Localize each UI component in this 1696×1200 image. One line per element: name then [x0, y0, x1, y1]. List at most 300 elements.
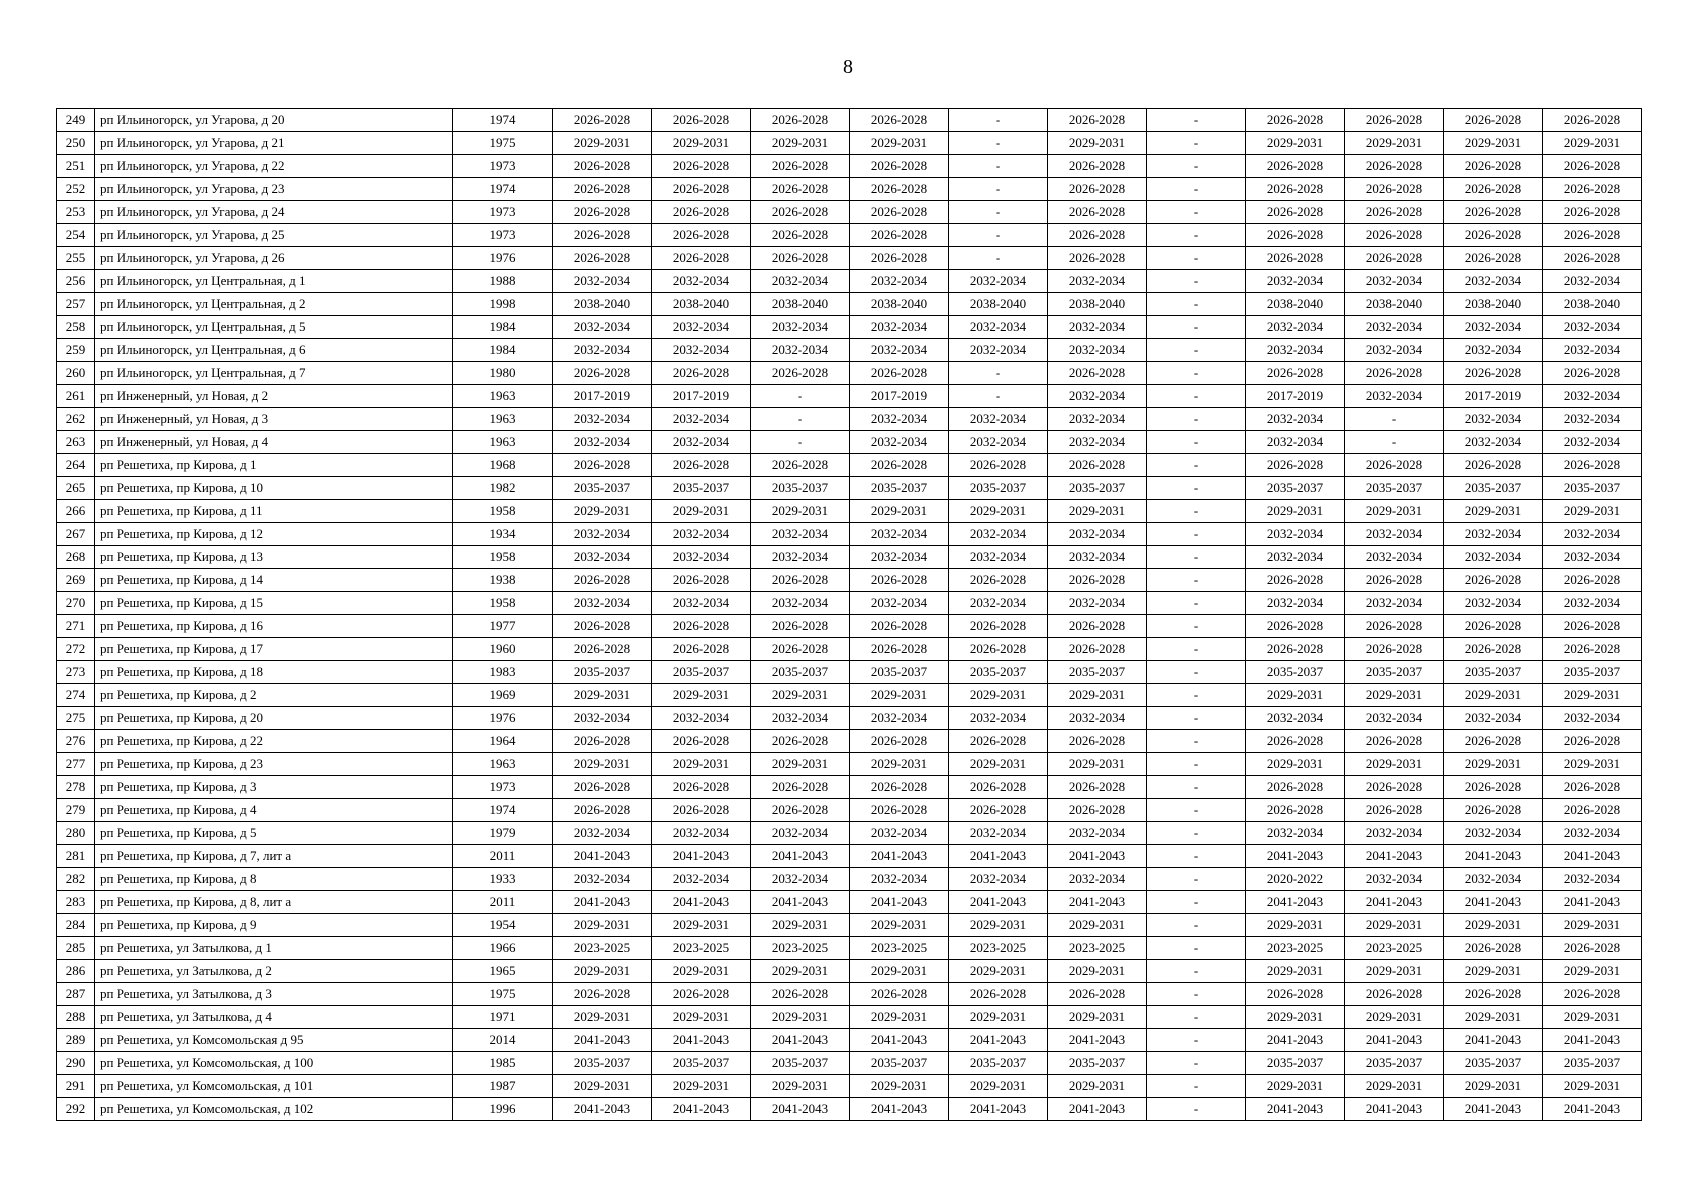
period-cell: 2029-2031: [553, 132, 652, 155]
year-built-cell: 1966: [453, 937, 553, 960]
period-cell: 2026-2028: [850, 178, 949, 201]
period-cell: 2026-2028: [850, 730, 949, 753]
period-cell: 2032-2034: [553, 339, 652, 362]
period-cell: 2041-2043: [751, 1029, 850, 1052]
period-cell: 2032-2034: [1345, 270, 1444, 293]
table-row: [57, 1075, 1642, 1098]
address-cell: рп Ильиногорск, ул Центральная, д 6: [95, 339, 453, 362]
period-cell: 2041-2043: [652, 891, 751, 914]
period-cell: 2035-2037: [949, 661, 1048, 684]
row-number-cell: 251: [57, 155, 95, 178]
period-cell: -: [1147, 293, 1246, 316]
period-cell: 2026-2028: [1543, 569, 1642, 592]
period-cell: 2026-2028: [553, 454, 652, 477]
period-cell: 2029-2031: [1048, 132, 1147, 155]
period-cell: 2035-2037: [1345, 1052, 1444, 1075]
row-number-cell: 255: [57, 247, 95, 270]
period-cell: 2032-2034: [1345, 523, 1444, 546]
period-cell: -: [1147, 1052, 1246, 1075]
period-cell: 2026-2028: [751, 109, 850, 132]
period-cell: 2041-2043: [1444, 891, 1543, 914]
period-cell: -: [1147, 661, 1246, 684]
period-cell: 2029-2031: [553, 500, 652, 523]
address-cell: рп Инженерный, ул Новая, д 2: [95, 385, 453, 408]
period-cell: 2029-2031: [553, 753, 652, 776]
year-built-cell: 1975: [453, 983, 553, 1006]
period-cell: 2029-2031: [751, 914, 850, 937]
period-cell: 2032-2034: [949, 316, 1048, 339]
period-cell: 2023-2025: [652, 937, 751, 960]
period-cell: -: [1147, 569, 1246, 592]
address-cell: рп Ильиногорск, ул Угарова, д 21: [95, 132, 453, 155]
period-cell: 2035-2037: [751, 1052, 850, 1075]
address-cell: рп Решетиха, пр Кирова, д 8: [95, 868, 453, 891]
period-cell: -: [1147, 1029, 1246, 1052]
period-cell: 2032-2034: [1246, 592, 1345, 615]
period-cell: 2032-2034: [553, 592, 652, 615]
period-cell: -: [949, 247, 1048, 270]
period-cell: 2032-2034: [949, 523, 1048, 546]
period-cell: 2041-2043: [1444, 845, 1543, 868]
period-cell: 2026-2028: [1048, 799, 1147, 822]
period-cell: 2026-2028: [751, 569, 850, 592]
period-cell: 2026-2028: [1246, 247, 1345, 270]
period-cell: 2032-2034: [1444, 868, 1543, 891]
address-cell: рп Решетиха, пр Кирова, д 16: [95, 615, 453, 638]
period-cell: 2032-2034: [1543, 431, 1642, 454]
period-cell: 2032-2034: [751, 316, 850, 339]
row-number-cell: 278: [57, 776, 95, 799]
period-cell: 2032-2034: [850, 546, 949, 569]
period-cell: 2026-2028: [1543, 983, 1642, 1006]
period-cell: 2017-2019: [1246, 385, 1345, 408]
period-cell: 2032-2034: [850, 408, 949, 431]
period-cell: 2032-2034: [1246, 546, 1345, 569]
period-cell: 2026-2028: [949, 983, 1048, 1006]
year-built-cell: 1963: [453, 385, 553, 408]
period-cell: 2035-2037: [850, 1052, 949, 1075]
period-cell: 2029-2031: [949, 1075, 1048, 1098]
period-cell: 2035-2037: [652, 477, 751, 500]
period-cell: 2032-2034: [949, 546, 1048, 569]
period-cell: -: [1147, 362, 1246, 385]
period-cell: 2032-2034: [1048, 546, 1147, 569]
year-built-cell: 1973: [453, 776, 553, 799]
period-cell: 2026-2028: [553, 730, 652, 753]
table-row: [57, 316, 1642, 339]
year-built-cell: 1933: [453, 868, 553, 891]
period-cell: 2032-2034: [1048, 868, 1147, 891]
period-cell: 2035-2037: [652, 661, 751, 684]
period-cell: 2026-2028: [652, 155, 751, 178]
period-cell: 2032-2034: [1048, 316, 1147, 339]
row-number-cell: 292: [57, 1098, 95, 1121]
period-cell: 2032-2034: [751, 523, 850, 546]
period-cell: 2032-2034: [1543, 822, 1642, 845]
address-cell: рп Решетиха, пр Кирова, д 8, лит а: [95, 891, 453, 914]
period-cell: 2026-2028: [1444, 776, 1543, 799]
period-cell: 2029-2031: [1444, 960, 1543, 983]
period-cell: 2026-2028: [1543, 224, 1642, 247]
table-row: [57, 891, 1642, 914]
year-built-cell: 1963: [453, 753, 553, 776]
year-built-cell: 1985: [453, 1052, 553, 1075]
period-cell: 2029-2031: [751, 132, 850, 155]
period-cell: 2023-2025: [751, 937, 850, 960]
period-cell: -: [1147, 201, 1246, 224]
period-cell: 2026-2028: [1048, 569, 1147, 592]
period-cell: 2026-2028: [1543, 247, 1642, 270]
row-number-cell: 285: [57, 937, 95, 960]
period-cell: 2026-2028: [1246, 155, 1345, 178]
period-cell: 2026-2028: [1246, 983, 1345, 1006]
period-cell: 2026-2028: [553, 201, 652, 224]
period-cell: 2026-2028: [1048, 155, 1147, 178]
period-cell: 2032-2034: [1444, 523, 1543, 546]
period-cell: 2026-2028: [652, 247, 751, 270]
period-cell: 2029-2031: [1246, 960, 1345, 983]
period-cell: 2041-2043: [1048, 1029, 1147, 1052]
period-cell: 2026-2028: [1444, 569, 1543, 592]
year-built-cell: 1968: [453, 454, 553, 477]
table-row: [57, 546, 1642, 569]
table-row: [57, 293, 1642, 316]
period-cell: 2041-2043: [1246, 891, 1345, 914]
period-cell: 2032-2034: [1543, 316, 1642, 339]
period-cell: 2041-2043: [1048, 891, 1147, 914]
period-cell: 2029-2031: [652, 684, 751, 707]
period-cell: 2026-2028: [1048, 983, 1147, 1006]
period-cell: -: [1147, 983, 1246, 1006]
period-cell: 2026-2028: [652, 569, 751, 592]
table-row: [57, 822, 1642, 845]
table-row: [57, 1098, 1642, 1121]
period-cell: 2032-2034: [553, 431, 652, 454]
row-number-cell: 253: [57, 201, 95, 224]
row-number-cell: 263: [57, 431, 95, 454]
row-number-cell: 288: [57, 1006, 95, 1029]
period-cell: 2023-2025: [1246, 937, 1345, 960]
address-cell: рп Ильиногорск, ул Центральная, д 1: [95, 270, 453, 293]
year-built-cell: 1973: [453, 155, 553, 178]
period-cell: 2032-2034: [652, 270, 751, 293]
period-cell: 2026-2028: [1345, 362, 1444, 385]
period-cell: 2026-2028: [850, 983, 949, 1006]
row-number-cell: 259: [57, 339, 95, 362]
year-built-cell: 1938: [453, 569, 553, 592]
period-cell: 2032-2034: [652, 592, 751, 615]
row-number-cell: 287: [57, 983, 95, 1006]
period-cell: 2026-2028: [553, 983, 652, 1006]
period-cell: 2032-2034: [1345, 822, 1444, 845]
period-cell: 2026-2028: [1246, 224, 1345, 247]
period-cell: 2026-2028: [1048, 615, 1147, 638]
address-cell: рп Решетиха, ул Затылкова, д 4: [95, 1006, 453, 1029]
period-cell: 2032-2034: [1345, 707, 1444, 730]
period-cell: 2032-2034: [1345, 868, 1444, 891]
table-row: [57, 592, 1642, 615]
period-cell: 2038-2040: [1246, 293, 1345, 316]
period-cell: -: [1147, 523, 1246, 546]
period-cell: 2032-2034: [1048, 339, 1147, 362]
period-cell: 2041-2043: [850, 845, 949, 868]
address-cell: рп Решетиха, пр Кирова, д 1: [95, 454, 453, 477]
period-cell: 2035-2037: [1048, 1052, 1147, 1075]
row-number-cell: 267: [57, 523, 95, 546]
period-cell: 2035-2037: [553, 661, 652, 684]
period-cell: 2032-2034: [553, 868, 652, 891]
period-cell: -: [1147, 891, 1246, 914]
row-number-cell: 268: [57, 546, 95, 569]
period-cell: -: [1147, 339, 1246, 362]
address-cell: рп Решетиха, пр Кирова, д 10: [95, 477, 453, 500]
row-number-cell: 280: [57, 822, 95, 845]
period-cell: 2032-2034: [553, 408, 652, 431]
period-cell: 2041-2043: [1543, 1029, 1642, 1052]
period-cell: 2026-2028: [1246, 178, 1345, 201]
period-cell: 2035-2037: [850, 477, 949, 500]
period-cell: 2029-2031: [1345, 132, 1444, 155]
period-cell: 2035-2037: [1345, 477, 1444, 500]
period-cell: 2026-2028: [1444, 201, 1543, 224]
period-cell: 2032-2034: [949, 339, 1048, 362]
period-cell: 2026-2028: [949, 799, 1048, 822]
period-cell: 2026-2028: [1444, 730, 1543, 753]
address-cell: рп Ильиногорск, ул Центральная, д 5: [95, 316, 453, 339]
period-cell: -: [949, 385, 1048, 408]
address-cell: рп Решетиха, пр Кирова, д 14: [95, 569, 453, 592]
period-cell: 2041-2043: [949, 891, 1048, 914]
row-number-cell: 291: [57, 1075, 95, 1098]
period-cell: 2026-2028: [751, 454, 850, 477]
period-cell: 2026-2028: [850, 201, 949, 224]
table-row: [57, 937, 1642, 960]
period-cell: -: [1147, 109, 1246, 132]
period-cell: -: [1147, 592, 1246, 615]
period-cell: 2026-2028: [949, 638, 1048, 661]
period-cell: 2026-2028: [652, 983, 751, 1006]
row-number-cell: 260: [57, 362, 95, 385]
period-cell: 2038-2040: [751, 293, 850, 316]
row-number-cell: 257: [57, 293, 95, 316]
row-number-cell: 279: [57, 799, 95, 822]
table-row: [57, 960, 1642, 983]
period-cell: 2041-2043: [1048, 1098, 1147, 1121]
period-cell: 2026-2028: [1246, 454, 1345, 477]
period-cell: 2026-2028: [1345, 155, 1444, 178]
period-cell: 2032-2034: [1048, 385, 1147, 408]
period-cell: 2026-2028: [1246, 799, 1345, 822]
period-cell: 2032-2034: [1048, 408, 1147, 431]
row-number-cell: 261: [57, 385, 95, 408]
period-cell: 2032-2034: [949, 822, 1048, 845]
table-row: [57, 661, 1642, 684]
address-cell: рп Решетиха, ул Комсомольская, д 100: [95, 1052, 453, 1075]
period-cell: 2032-2034: [949, 270, 1048, 293]
address-cell: рп Решетиха, пр Кирова, д 17: [95, 638, 453, 661]
year-built-cell: 1974: [453, 178, 553, 201]
period-cell: -: [1147, 1006, 1246, 1029]
period-cell: 2041-2043: [553, 891, 652, 914]
period-cell: 2026-2028: [850, 776, 949, 799]
period-cell: 2032-2034: [850, 822, 949, 845]
period-cell: 2017-2019: [850, 385, 949, 408]
period-cell: 2029-2031: [751, 500, 850, 523]
period-cell: -: [1147, 914, 1246, 937]
period-cell: 2026-2028: [1444, 615, 1543, 638]
period-cell: 2041-2043: [1246, 845, 1345, 868]
period-cell: 2041-2043: [949, 1098, 1048, 1121]
period-cell: 2029-2031: [850, 1006, 949, 1029]
period-cell: -: [1147, 868, 1246, 891]
year-built-cell: 1998: [453, 293, 553, 316]
period-cell: 2032-2034: [652, 822, 751, 845]
period-cell: 2023-2025: [850, 937, 949, 960]
period-cell: 2035-2037: [1543, 477, 1642, 500]
period-cell: 2026-2028: [1444, 362, 1543, 385]
period-cell: 2026-2028: [1246, 362, 1345, 385]
page-number: 8: [843, 56, 853, 78]
period-cell: 2026-2028: [850, 454, 949, 477]
period-cell: 2026-2028: [1543, 638, 1642, 661]
year-built-cell: 1977: [453, 615, 553, 638]
period-cell: 2032-2034: [1543, 707, 1642, 730]
row-number-cell: 272: [57, 638, 95, 661]
address-cell: рп Решетиха, пр Кирова, д 4: [95, 799, 453, 822]
period-cell: 2035-2037: [553, 477, 652, 500]
table-row: [57, 247, 1642, 270]
period-cell: -: [949, 362, 1048, 385]
period-cell: 2032-2034: [553, 546, 652, 569]
table-row: [57, 776, 1642, 799]
row-number-cell: 276: [57, 730, 95, 753]
period-cell: 2032-2034: [850, 592, 949, 615]
period-cell: 2026-2028: [553, 178, 652, 201]
period-cell: 2032-2034: [751, 546, 850, 569]
period-cell: 2032-2034: [1444, 592, 1543, 615]
period-cell: 2026-2028: [553, 569, 652, 592]
table-row: [57, 615, 1642, 638]
period-cell: 2023-2025: [1048, 937, 1147, 960]
period-cell: 2029-2031: [949, 960, 1048, 983]
period-cell: 2032-2034: [949, 408, 1048, 431]
year-built-cell: 1971: [453, 1006, 553, 1029]
period-cell: 2041-2043: [1345, 891, 1444, 914]
period-cell: 2020-2022: [1246, 868, 1345, 891]
period-cell: 2026-2028: [1543, 178, 1642, 201]
period-cell: 2029-2031: [1345, 684, 1444, 707]
address-cell: рп Ильиногорск, ул Угарова, д 23: [95, 178, 453, 201]
period-cell: 2035-2037: [1543, 1052, 1642, 1075]
table-row: [57, 730, 1642, 753]
table-row: [57, 178, 1642, 201]
period-cell: 2029-2031: [1246, 500, 1345, 523]
period-cell: 2029-2031: [1048, 914, 1147, 937]
period-cell: 2041-2043: [652, 1098, 751, 1121]
period-cell: -: [1147, 477, 1246, 500]
period-cell: 2038-2040: [652, 293, 751, 316]
period-cell: 2026-2028: [751, 799, 850, 822]
period-cell: 2026-2028: [949, 569, 1048, 592]
year-built-cell: 1958: [453, 500, 553, 523]
period-cell: 2032-2034: [850, 868, 949, 891]
period-cell: 2038-2040: [850, 293, 949, 316]
period-cell: 2032-2034: [652, 408, 751, 431]
period-cell: 2029-2031: [850, 753, 949, 776]
period-cell: 2026-2028: [652, 776, 751, 799]
period-cell: -: [1147, 615, 1246, 638]
period-cell: 2026-2028: [751, 615, 850, 638]
period-cell: 2032-2034: [1246, 431, 1345, 454]
period-cell: 2032-2034: [1543, 546, 1642, 569]
period-cell: 2029-2031: [1543, 914, 1642, 937]
period-cell: 2032-2034: [1345, 316, 1444, 339]
period-cell: -: [1147, 707, 1246, 730]
table-row: [57, 523, 1642, 546]
period-cell: -: [1147, 385, 1246, 408]
period-cell: -: [949, 224, 1048, 247]
period-cell: 2041-2043: [553, 845, 652, 868]
period-cell: 2032-2034: [1444, 546, 1543, 569]
year-built-cell: 1984: [453, 339, 553, 362]
period-cell: 2035-2037: [949, 477, 1048, 500]
table-row: [57, 454, 1642, 477]
period-cell: 2032-2034: [1246, 523, 1345, 546]
address-cell: рп Решетиха, пр Кирова, д 12: [95, 523, 453, 546]
row-number-cell: 289: [57, 1029, 95, 1052]
period-cell: 2026-2028: [1345, 983, 1444, 1006]
period-cell: 2029-2031: [949, 753, 1048, 776]
year-built-cell: 1960: [453, 638, 553, 661]
period-cell: 2041-2043: [652, 1029, 751, 1052]
table-row: [57, 477, 1642, 500]
row-number-cell: 269: [57, 569, 95, 592]
period-cell: 2032-2034: [850, 316, 949, 339]
period-cell: 2029-2031: [1345, 1006, 1444, 1029]
period-cell: 2026-2028: [850, 155, 949, 178]
table-row: [57, 132, 1642, 155]
table-row: [57, 684, 1642, 707]
period-cell: 2029-2031: [1444, 684, 1543, 707]
row-number-cell: 258: [57, 316, 95, 339]
period-cell: 2032-2034: [1543, 592, 1642, 615]
address-cell: рп Решетиха, ул Затылкова, д 3: [95, 983, 453, 1006]
period-cell: -: [1147, 776, 1246, 799]
period-cell: 2029-2031: [553, 684, 652, 707]
table-row: [57, 983, 1642, 1006]
address-cell: рп Ильиногорск, ул Центральная, д 2: [95, 293, 453, 316]
period-cell: 2041-2043: [1246, 1098, 1345, 1121]
period-cell: -: [1147, 454, 1246, 477]
period-cell: 2029-2031: [949, 684, 1048, 707]
period-cell: 2029-2031: [850, 1075, 949, 1098]
period-cell: 2029-2031: [652, 132, 751, 155]
period-cell: 2032-2034: [652, 431, 751, 454]
period-cell: 2029-2031: [1345, 500, 1444, 523]
period-cell: -: [1147, 224, 1246, 247]
table-row: [57, 753, 1642, 776]
year-built-cell: 1973: [453, 201, 553, 224]
period-cell: 2032-2034: [1543, 385, 1642, 408]
period-cell: 2032-2034: [1345, 385, 1444, 408]
period-cell: 2032-2034: [1543, 868, 1642, 891]
period-cell: 2026-2028: [751, 247, 850, 270]
row-number-cell: 282: [57, 868, 95, 891]
period-cell: 2026-2028: [1345, 201, 1444, 224]
period-cell: 2026-2028: [1048, 730, 1147, 753]
period-cell: 2029-2031: [1444, 1006, 1543, 1029]
period-cell: 2026-2028: [751, 362, 850, 385]
